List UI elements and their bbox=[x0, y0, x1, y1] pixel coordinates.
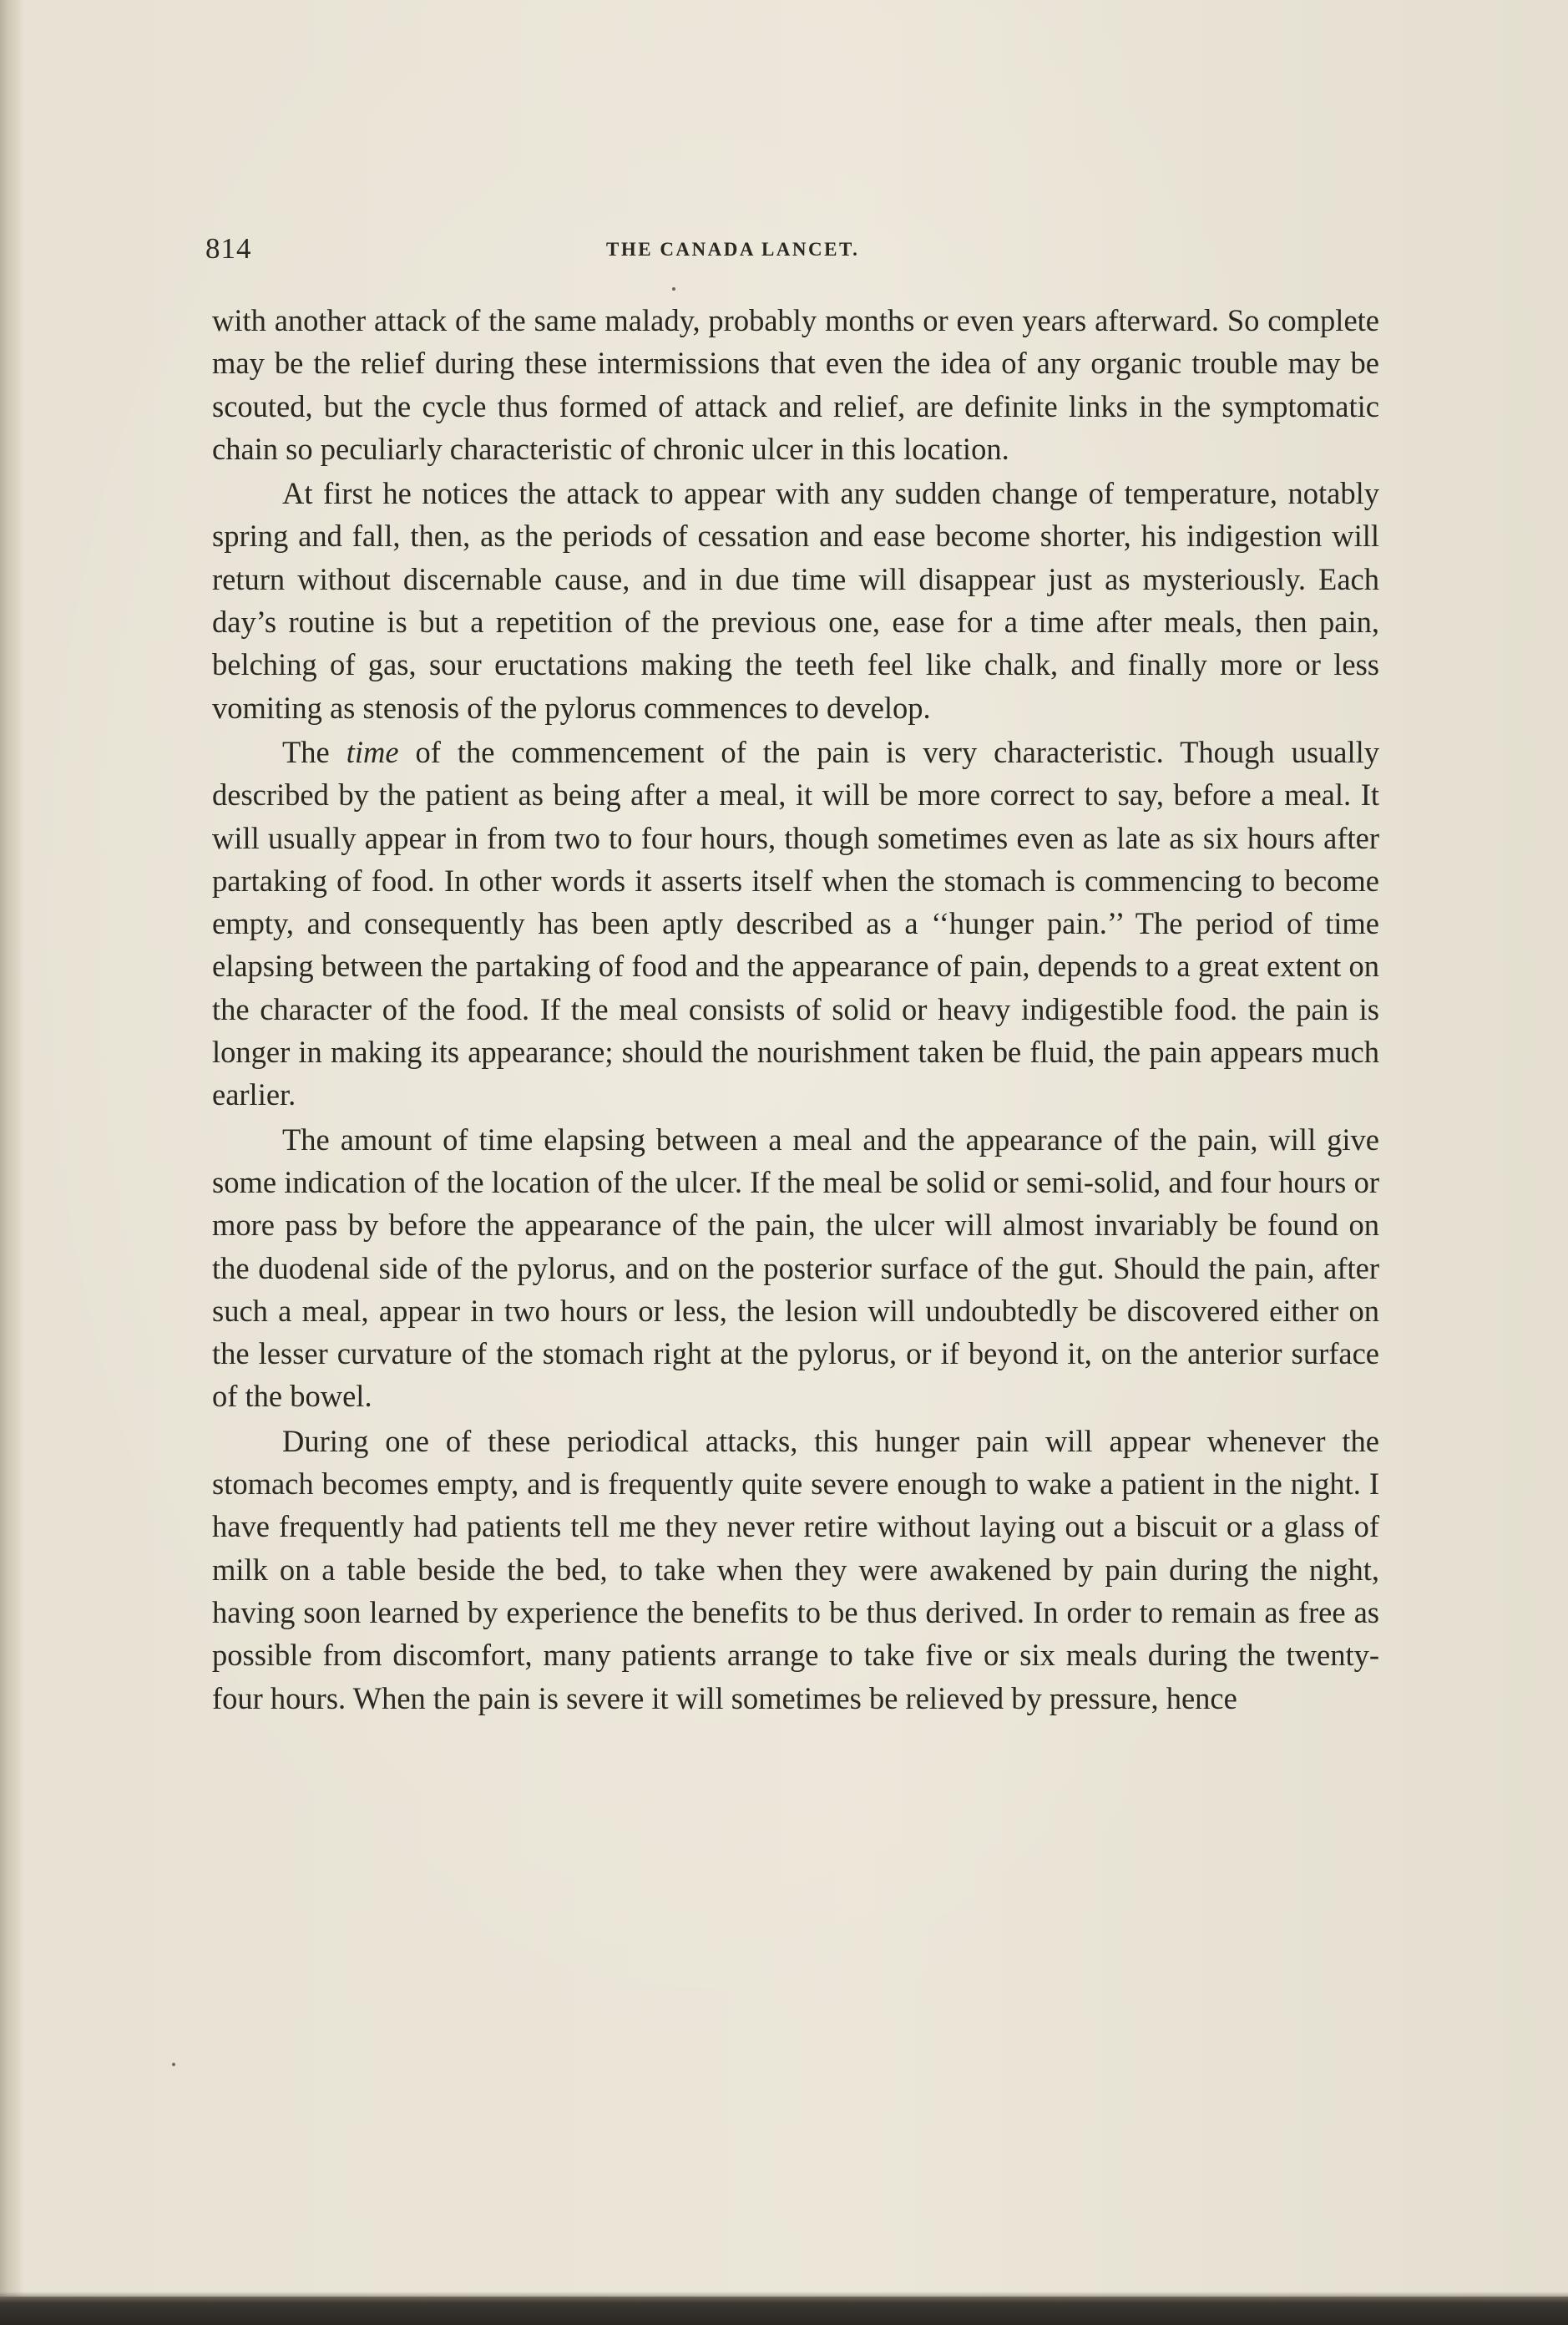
paragraph: with another attack of the same malady, probably months or even years afterward. So complete may be the relief during these intermissions that even the idea of any organic trouble may be scouted, but the cycle thus formed of attack and relief, are definite links in the symptomatic chain so peculiarly characteristic of chronic ulcer in this location. bbox=[212, 303, 1379, 466]
running-head: THE CANADA LANCET. bbox=[606, 239, 860, 260]
paragraph: At first he notices the attack to appear with any sudden change of temperature, notably spring and fall, then, as the periods of cessation and ease become shorter, his indigestion will return without discernable cause, and in due time will disappear just as mysteriously. Each day’s routine is but a repetition of the previous one, ease for a time after meals, then pain, belching of gas, sour eructations making the teeth feel like chalk, and finally more or less vomiting as stenosis of the pylorus commences to develop. bbox=[212, 476, 1379, 725]
print-speck bbox=[672, 287, 675, 291]
paragraph-text: The bbox=[282, 734, 346, 769]
paragraph: During one of these periodical attacks, this hunger pain will appear whenever the stomach becomes empty, and is frequently quite severe enough to wake a patient in the night. I have frequently had patients tell me they never retire without laying out a biscuit or a glass of milk on a table beside the bed, to take when they were awakened by pain during the night, having soon learned by experience the benefits to be thus derived. In order to remain as free as possible from discomfort, many patients arrange to take five or six meals during the twenty-four hours. When the pain is severe it will sometimes be relieved by pressure, hence bbox=[212, 1423, 1379, 1715]
page-header bbox=[205, 232, 1383, 274]
print-speck bbox=[172, 2063, 175, 2066]
paragraph-text: of the commencement of the pain is very characteristic. Though usually described by the patient as being after a meal, it will be more correct to say, before a meal. It will usually appear in from two to four hours, though sometimes even as late as six hours after partaking of food. In other words it asserts itself when the stomach is commencing to become empty, and consequently has been aptly described as a ‘‘hunger pain.’’ The period of time elapsing between the partaking of food and the appearance of pain, depends to a great extent on the character of the food. If the meal consists of solid or heavy indigestible food. the pain is longer in making its appearance; should the nourishment taken be fluid, the pain appears much earlier. bbox=[212, 734, 1380, 1112]
article-body bbox=[212, 299, 1379, 1720]
emphasized-word: time bbox=[346, 734, 399, 769]
paragraph: The amount of time elapsing between a meal and the appearance of the pain, will give some indication of the location of the ulcer. If the meal be solid or semi-solid, and four hours or more pass by before the appearance of the pain, the ulcer will almost invariably be found on the duodenal side of the pylorus, and on the posterior surface of the gut. Should the pain, after such a meal, appear in two hours or less, the lesion will undoubtedly be discovered either on the lesser curvature of the stomach right at the pylorus, or if beyond it, on the anterior surface of the bowel. bbox=[212, 1122, 1379, 1414]
paragraph bbox=[212, 731, 1379, 1117]
binding-gutter bbox=[0, 0, 23, 2325]
page-number: 814 bbox=[205, 232, 252, 265]
page-bottom-edge bbox=[0, 2297, 1568, 2325]
